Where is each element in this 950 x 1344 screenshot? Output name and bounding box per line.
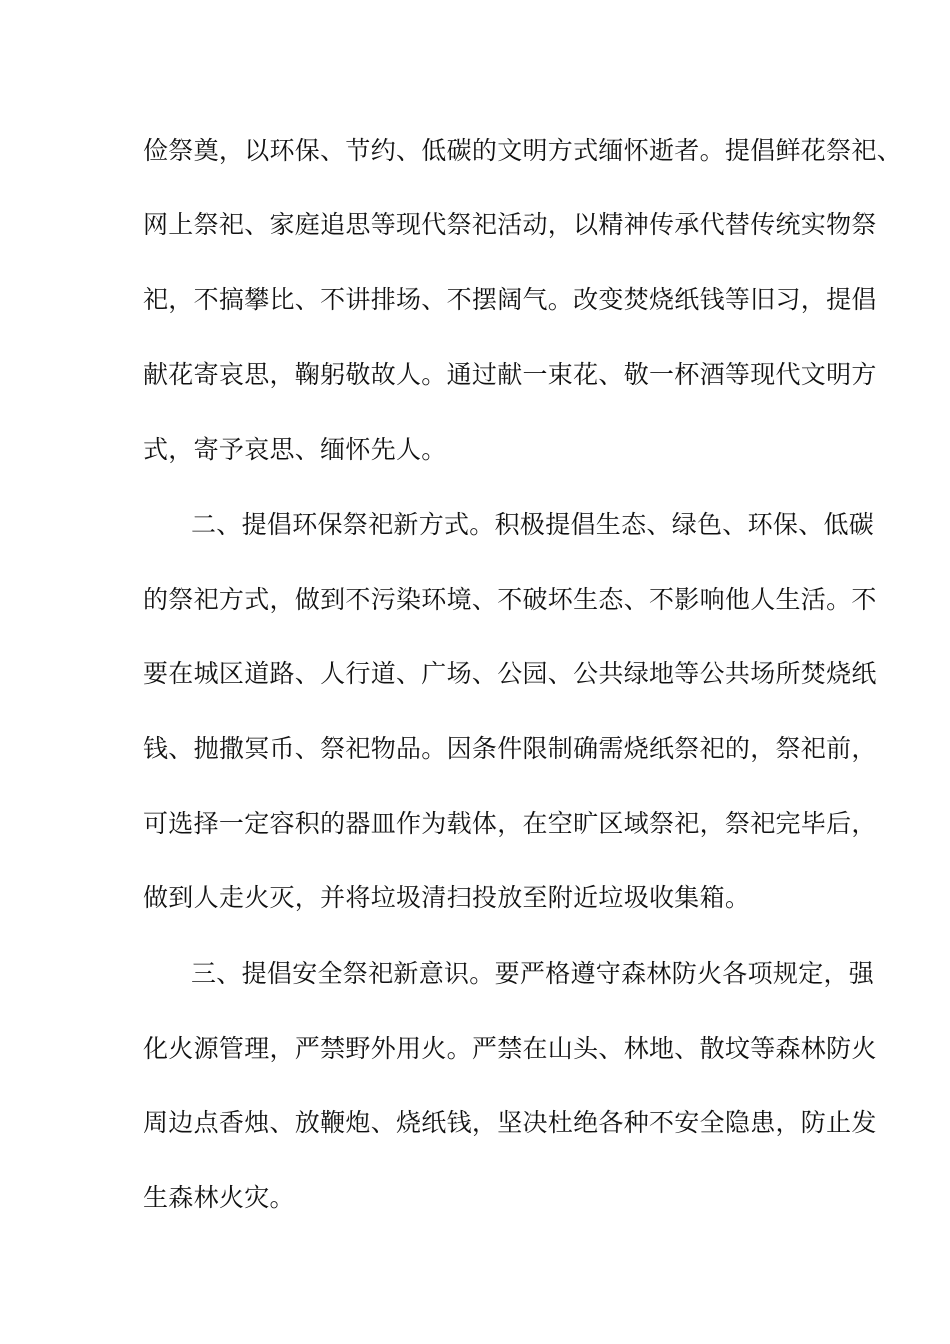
text-line: 献花寄哀思，鞠躬敬故人。通过献一束花、敬一杯酒等现代文明方	[143, 360, 877, 389]
text-line: 式，寄予哀思、缅怀先人。	[143, 435, 447, 464]
text-line: 要在城区道路、人行道、广场、公园、公共绿地等公共场所焚烧纸	[143, 659, 877, 688]
text-line: 俭祭奠，以环保、节约、低碳的文明方式缅怀逝者。提倡鲜花祭祀、	[143, 136, 903, 165]
paragraph-heading-2: 二、提倡环保祭祀新方式。积极提倡生态、绿色、环保、低碳	[191, 510, 875, 539]
text-line: 祀，不搞攀比、不讲排场、不摆阔气。改变焚烧纸钱等旧习，提倡	[143, 285, 877, 314]
paragraph-heading-3: 三、提倡安全祭祀新意识。要严格遵守森林防火各项规定，强	[191, 959, 875, 988]
text-line: 钱、抛撒冥币、祭祀物品。因条件限制确需烧纸祭祀的，祭祀前，	[143, 734, 877, 763]
text-line: 可选择一定容积的器皿作为载体，在空旷区域祭祀，祭祀完毕后，	[143, 809, 877, 838]
text-line: 网上祭祀、家庭追思等现代祭祀活动，以精神传承代替传统实物祭	[143, 210, 877, 239]
text-line: 做到人走火灭，并将垃圾清扫投放至附近垃圾收集箱。	[143, 883, 751, 912]
text-line: 的祭祀方式，做到不污染环境、不破坏生态、不影响他人生活。不	[143, 585, 877, 614]
text-line: 生森林火灾。	[143, 1183, 295, 1212]
text-line: 化火源管理，严禁野外用火。严禁在山头、林地、散坟等森林防火	[143, 1034, 877, 1063]
text-line: 周边点香烛、放鞭炮、烧纸钱，坚决杜绝各种不安全隐患，防止发	[143, 1108, 877, 1137]
